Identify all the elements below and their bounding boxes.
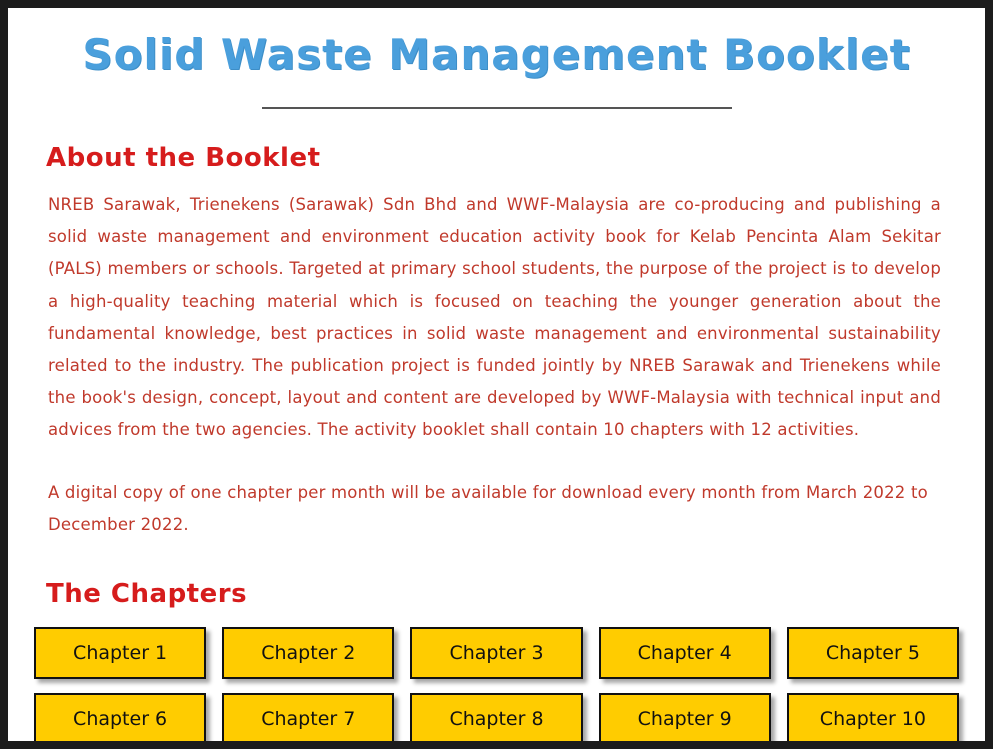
chapter-button-4[interactable]: Chapter 4 <box>599 627 771 679</box>
chapter-button-2[interactable]: Chapter 2 <box>222 627 394 679</box>
chapter-button-1[interactable]: Chapter 1 <box>34 627 206 679</box>
chapter-button-9[interactable]: Chapter 9 <box>599 693 771 741</box>
about-heading: About the Booklet <box>46 143 321 174</box>
chapter-button-5[interactable]: Chapter 5 <box>787 627 959 679</box>
about-paragraph: NREB Sarawak, Trienekens (Sarawak) Sdn Bhd and WWF-Malaysia are co-producing and publishing a solid waste management and environment education activity book for Kelab Pencinta Alam Sekitar (PALS) members or schools. Targeted at primary school students, the purpose of the project is to develop a high-quality teaching material which is focused on teaching the younger generation about the fundamental knowledge, best practices in solid waste management and environmental sustainability related to the industry. The publication project is funded jointly by NREB Sarawak and Trienekens while the book's design, concept, layout and content are developed by WWF-Malaysia with technical input and advices from the two agencies. The activity booklet shall contain 10 chapters with 12 activities. <box>48 195 941 440</box>
chapter-button-3[interactable]: Chapter 3 <box>410 627 582 679</box>
chapter-button-6[interactable]: Chapter 6 <box>34 693 206 741</box>
page-title: Solid Waste Management Booklet <box>82 30 911 79</box>
title-divider <box>262 107 732 109</box>
download-note: A digital copy of one chapter per month will be available for download every month from March 2022 to December 2022. <box>48 482 928 534</box>
document-page <box>8 8 985 741</box>
chapter-button-10[interactable]: Chapter 10 <box>787 693 959 741</box>
chapter-button-7[interactable]: Chapter 7 <box>222 693 394 741</box>
chapters-heading: The Chapters <box>46 578 248 609</box>
chapter-button-grid <box>34 627 959 741</box>
chapter-button-8[interactable]: Chapter 8 <box>410 693 582 741</box>
